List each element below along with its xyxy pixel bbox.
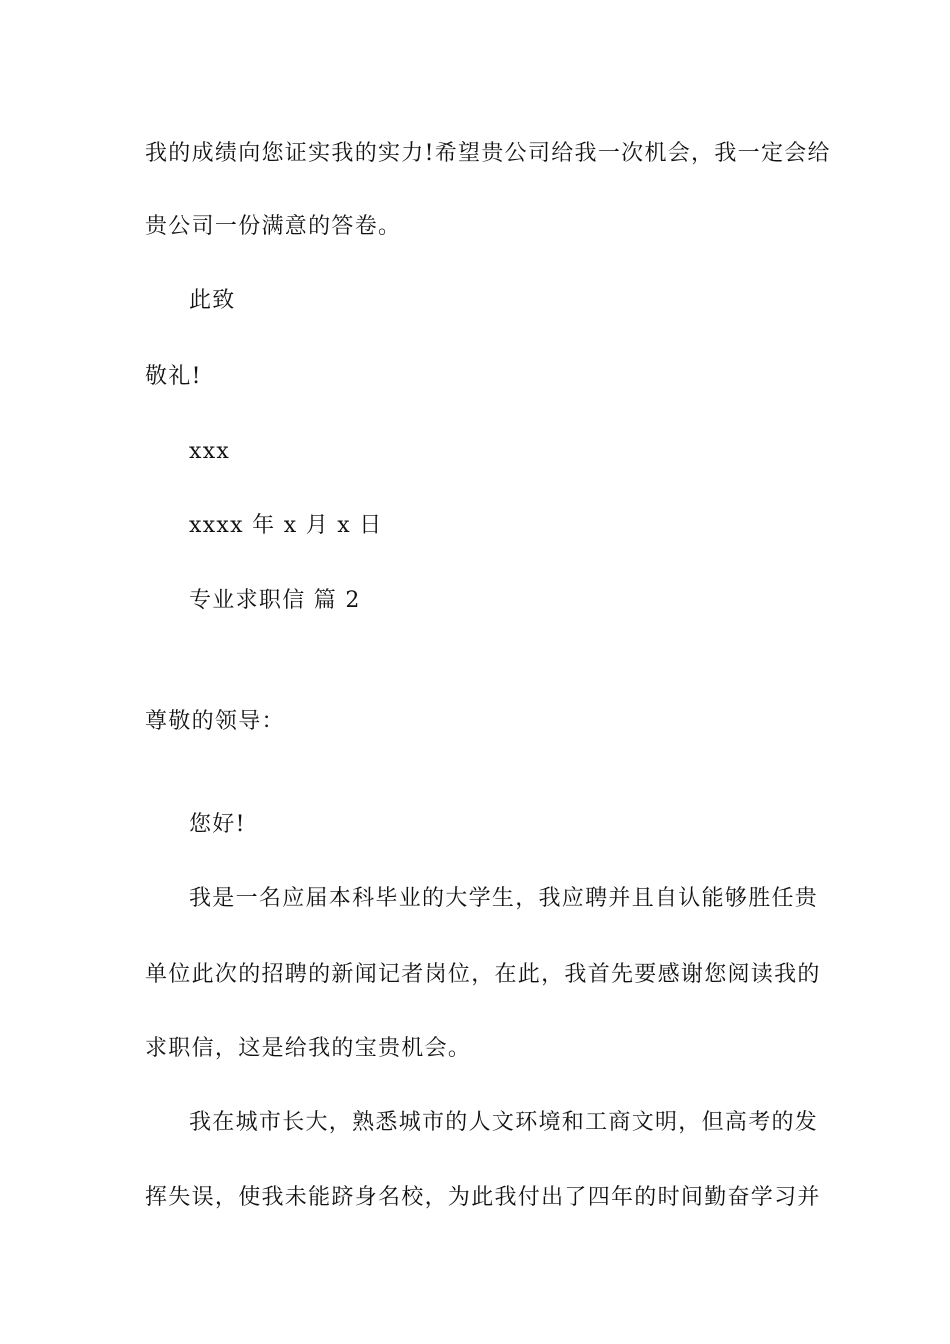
body-text-line: 挥失误，使我未能跻身名校，为此我付出了四年的时间勤奋学习并 xyxy=(145,1185,821,1210)
body-text-line: 我是一名应届本科毕业的大学生，我应聘并且自认能够胜任贵 xyxy=(189,886,819,911)
letter-salutation: 尊敬的领导： xyxy=(145,709,285,734)
body-text-line: 求职信，这是给我的宝贵机会。 xyxy=(145,1036,472,1061)
section-heading: 专业求职信 篇 2 xyxy=(189,588,361,613)
signature-name: xxx xyxy=(189,439,231,464)
body-text-line: 单位此次的招聘的新闻记者岗位，在此，我首先要感谢您阅读我的 xyxy=(145,962,821,987)
body-text-line: 贵公司一份满意的答卷。 xyxy=(145,214,402,239)
salutation-closing: 敬礼! xyxy=(145,364,202,389)
closing-phrase: 此致 xyxy=(189,288,236,313)
signature-date: xxxx 年 x 月 x 日 xyxy=(189,513,383,538)
body-text-line: 我的成绩向您证实我的实力!希望贵公司给我一次机会，我一定会给 xyxy=(145,141,831,166)
greeting: 您好! xyxy=(189,812,246,837)
body-text-line: 我在城市长大，熟悉城市的人文环境和工商文明，但高考的发 xyxy=(189,1110,819,1135)
